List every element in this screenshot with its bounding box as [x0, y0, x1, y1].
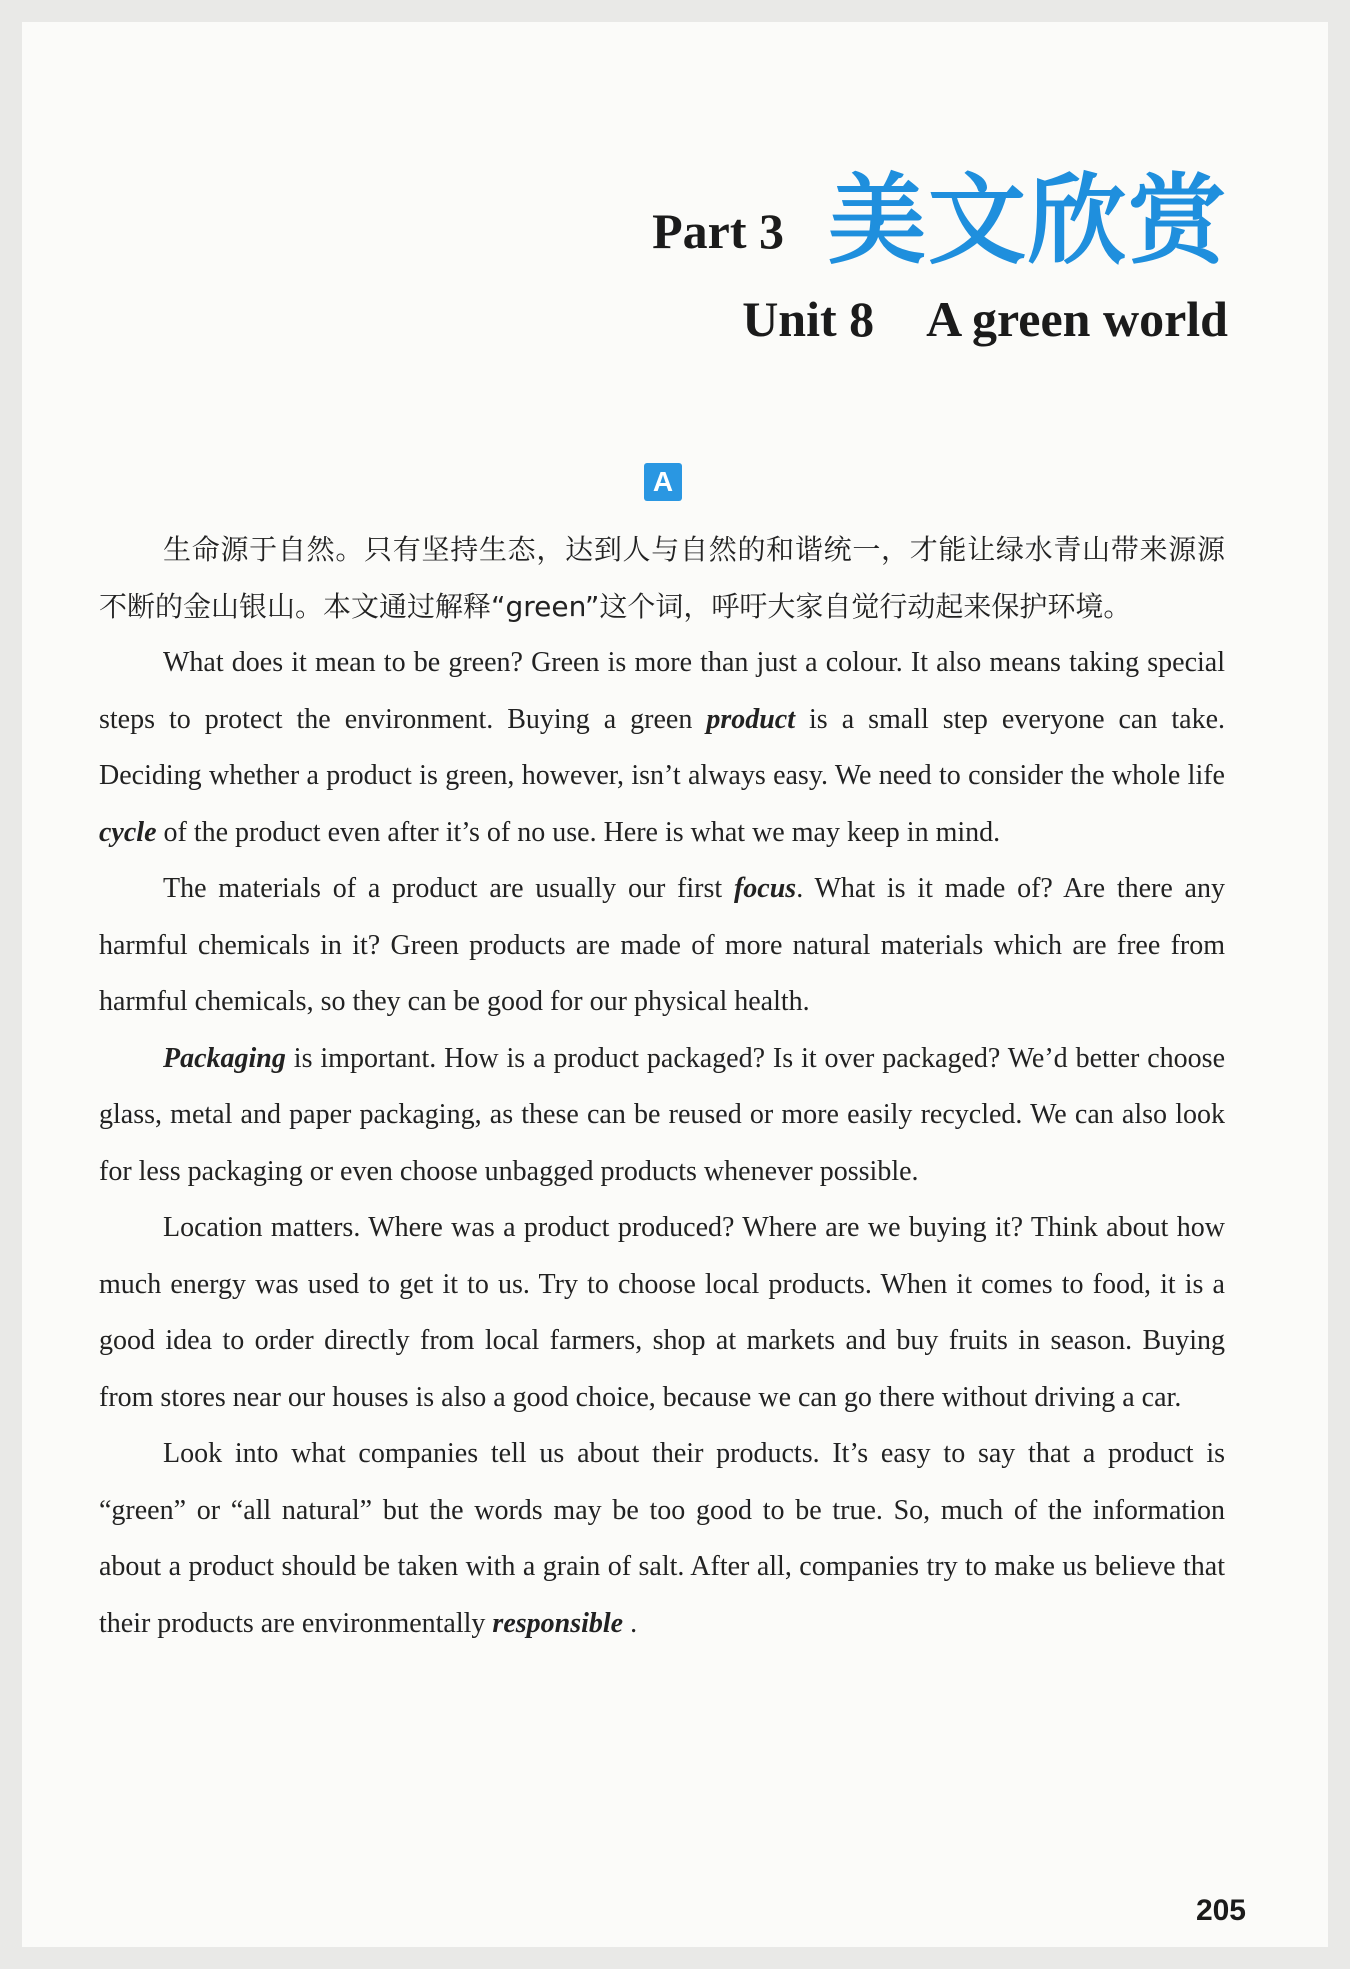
paragraph-1-text-a: What does it mean to be green? Green is more than just a colour. It also means taking special steps to protect the environment. Buying a green [99, 647, 1225, 735]
keyword-focus: focus [733, 873, 797, 904]
keyword-cycle: cycle [99, 816, 157, 848]
paragraph-3 [99, 1031, 1225, 1201]
keyword-responsible: responsible [492, 1607, 624, 1639]
paragraph-5-text-b: . [623, 1607, 638, 1639]
page-number: 205 [1195, 1894, 1246, 1927]
paragraph-2 [99, 861, 1225, 1031]
unit-label: Unit 8 [742, 291, 875, 347]
article-body [99, 522, 1225, 1652]
part-label: Part 3 [652, 203, 784, 259]
paragraph-3-text-a: is important. How is a product packaged? Is it over packaged? We’d better choose glass, metal and paper packaging, as these can be reused or more easily recycled. We can also look for less packaging or even choose unbagged products whenever possible. [99, 1042, 1225, 1187]
paragraph-2-text-b: . What is it made of? Are there any harmful chemicals in it? Green products are made of more natural materials which are free from harmful chemicals, so they can be good for our physical health. [99, 873, 1225, 1017]
textbook-page [22, 22, 1328, 1947]
paragraph-5 [99, 1426, 1225, 1652]
paragraph-1-text-c: of the product even after it’s of no use. Here is what we may keep in mind. [156, 816, 1001, 848]
paragraph-1 [99, 635, 1225, 861]
paragraph-5-text-a: Look into what companies tell us about their products. It’s easy to say that a product is “green” or “all natural” but the words may be too good to be true. So, much of the information about a product should be taken with a grain of salt. After all, companies try to make us believe that their products are environmentally [99, 1438, 1225, 1639]
paragraph-2-text-a: The materials of a product are usually our first [163, 873, 734, 904]
intro-paragraph-cn: 生命源于自然。只有坚持生态，达到人与自然的和谐统一，才能让绿水青山带来源源不断的金山银山。本文通过解释“green”这个词，呼吁大家自觉行动起来保护环境。 [99, 533, 1225, 623]
unit-title: A green world [926, 291, 1228, 347]
unit-heading [742, 290, 1228, 348]
keyword-packaging: Packaging [163, 1042, 286, 1074]
paragraph-4-text-a: Location matters. Where was a product produced? Where are we buying it? Think about how much energy was used to get it to us. Try to choose local products. When it comes to food, it is a good idea to order directly from local farmers, shop at markets and buy fruits in season. Buying from stores near our houses is also a good choice, because we can go there without driving a car. [99, 1212, 1225, 1413]
paragraph-1-text-b: is a small step everyone can take. Deciding whether a product is green, however, isn’t always easy. We need to consider the whole life [99, 703, 1225, 791]
part-heading [652, 164, 1228, 278]
section-badge: A [644, 463, 682, 501]
keyword-product: product [706, 703, 796, 735]
paragraph-4 [99, 1200, 1225, 1426]
part-title-cn: 美文欣赏 [827, 164, 1228, 278]
